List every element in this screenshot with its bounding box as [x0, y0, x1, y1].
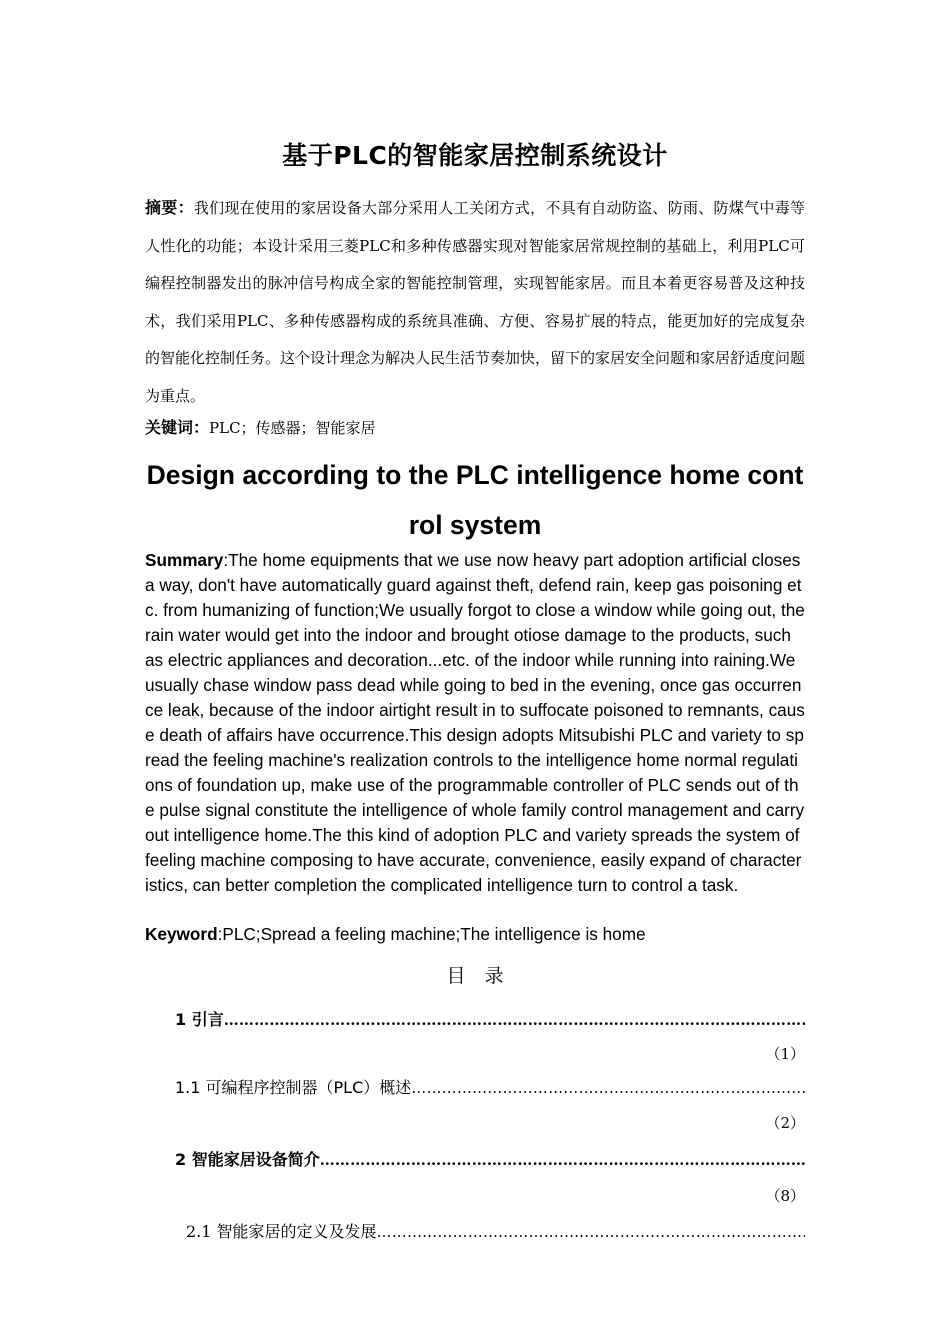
toc-page-number: （8） [765, 1187, 805, 1205]
toc-leader-dots [411, 1076, 805, 1100]
toc-entry[interactable] [175, 1008, 805, 1032]
english-summary-text: :The home equipments that we use now heavy part adoption artificial closes a way, don't have automatically guard against theft, defend rain, keep gas poisoning etc. from humanizing of function;We usually forgot to close a window while going out, the rain water would get into the indoor and brought otiose damage to the products, such as electric appliances and decoration...etc. of the indoor while running into raining.We usually chase window pass dead while going to bed in the evening, once gas occurrence leak, because of the indoor airtight result in to suffocate poisoned to remnants, cause death of affairs have occurrence.This design adopts Mitsubishi PLC and variety to spread the feeling machine's realization controls to the intelligence home normal regulations of foundation up, make use of the programmable controller of PLC sends out of the pulse signal constitute the intelligence of whole family control management and carry out intelligence home.The this kind of adoption PLC and variety spreads the system of feeling machine composing to have accurate, convenience, easily expand of characteristics, can better completion the complicated intelligence turn to control a task. [145, 550, 805, 895]
chinese-abstract [145, 189, 805, 415]
english-summary [145, 548, 805, 898]
toc-entry-title: 2 智能家居设备简介 [175, 1150, 320, 1169]
toc-page-number: （2） [765, 1114, 805, 1132]
english-keywords [145, 922, 805, 947]
english-keywords-text: :PLC;Spread a feeling machine;The intelligence is home [217, 924, 646, 944]
english-summary-label: Summary [145, 550, 224, 570]
toc-entry-title: 1.1 可编程序控制器（PLC）概述 [175, 1078, 412, 1097]
chinese-keywords-text: PLC；传感器；智能家居 [209, 419, 376, 437]
english-keywords-label: Keyword [145, 924, 218, 944]
toc-leader-dots [377, 1220, 805, 1244]
toc-entry[interactable] [175, 1148, 805, 1172]
toc-heading: 目 录 [446, 965, 504, 987]
english-title: Design according to the PLC intelligence home control system [146, 460, 804, 540]
toc-entry-title: 1 引言 [175, 1010, 224, 1029]
toc-entry-title: 2.1 智能家居的定义及发展 [186, 1222, 377, 1241]
toc-page-number: （1） [765, 1045, 805, 1063]
chinese-keywords-label: 关键词： [145, 418, 210, 437]
toc-leader-dots [320, 1148, 805, 1172]
chinese-title: 基于PLC的智能家居控制系统设计 [282, 141, 668, 170]
toc-entry[interactable] [186, 1220, 805, 1244]
chinese-abstract-text: 我们现在使用的家居设备大部分采用人工关闭方式，不具有自动防盗、防雨、防煤气中毒等人性化的功能；本设计采用三菱PLC和多种传感器实现对智能家居常规控制的基础上，利用PLC可编程控制器发出的脉冲信号构成全家的智能控制管理，实现智能家居。而且本着更容易普及这种技术，我们采用PLC、多种传感器构成的系统具准确、方便、容易扩展的特点，能更加好的完成复杂的智能化控制任务。这个设计理念为解决人民生活节奏加快，留下的家居安全问题和家居舒适度问题为重点。 [145, 199, 806, 405]
chinese-keywords [145, 409, 805, 448]
toc-leader-dots [224, 1008, 805, 1032]
chinese-abstract-label: 摘要： [145, 198, 194, 217]
toc-entry[interactable] [175, 1076, 805, 1100]
